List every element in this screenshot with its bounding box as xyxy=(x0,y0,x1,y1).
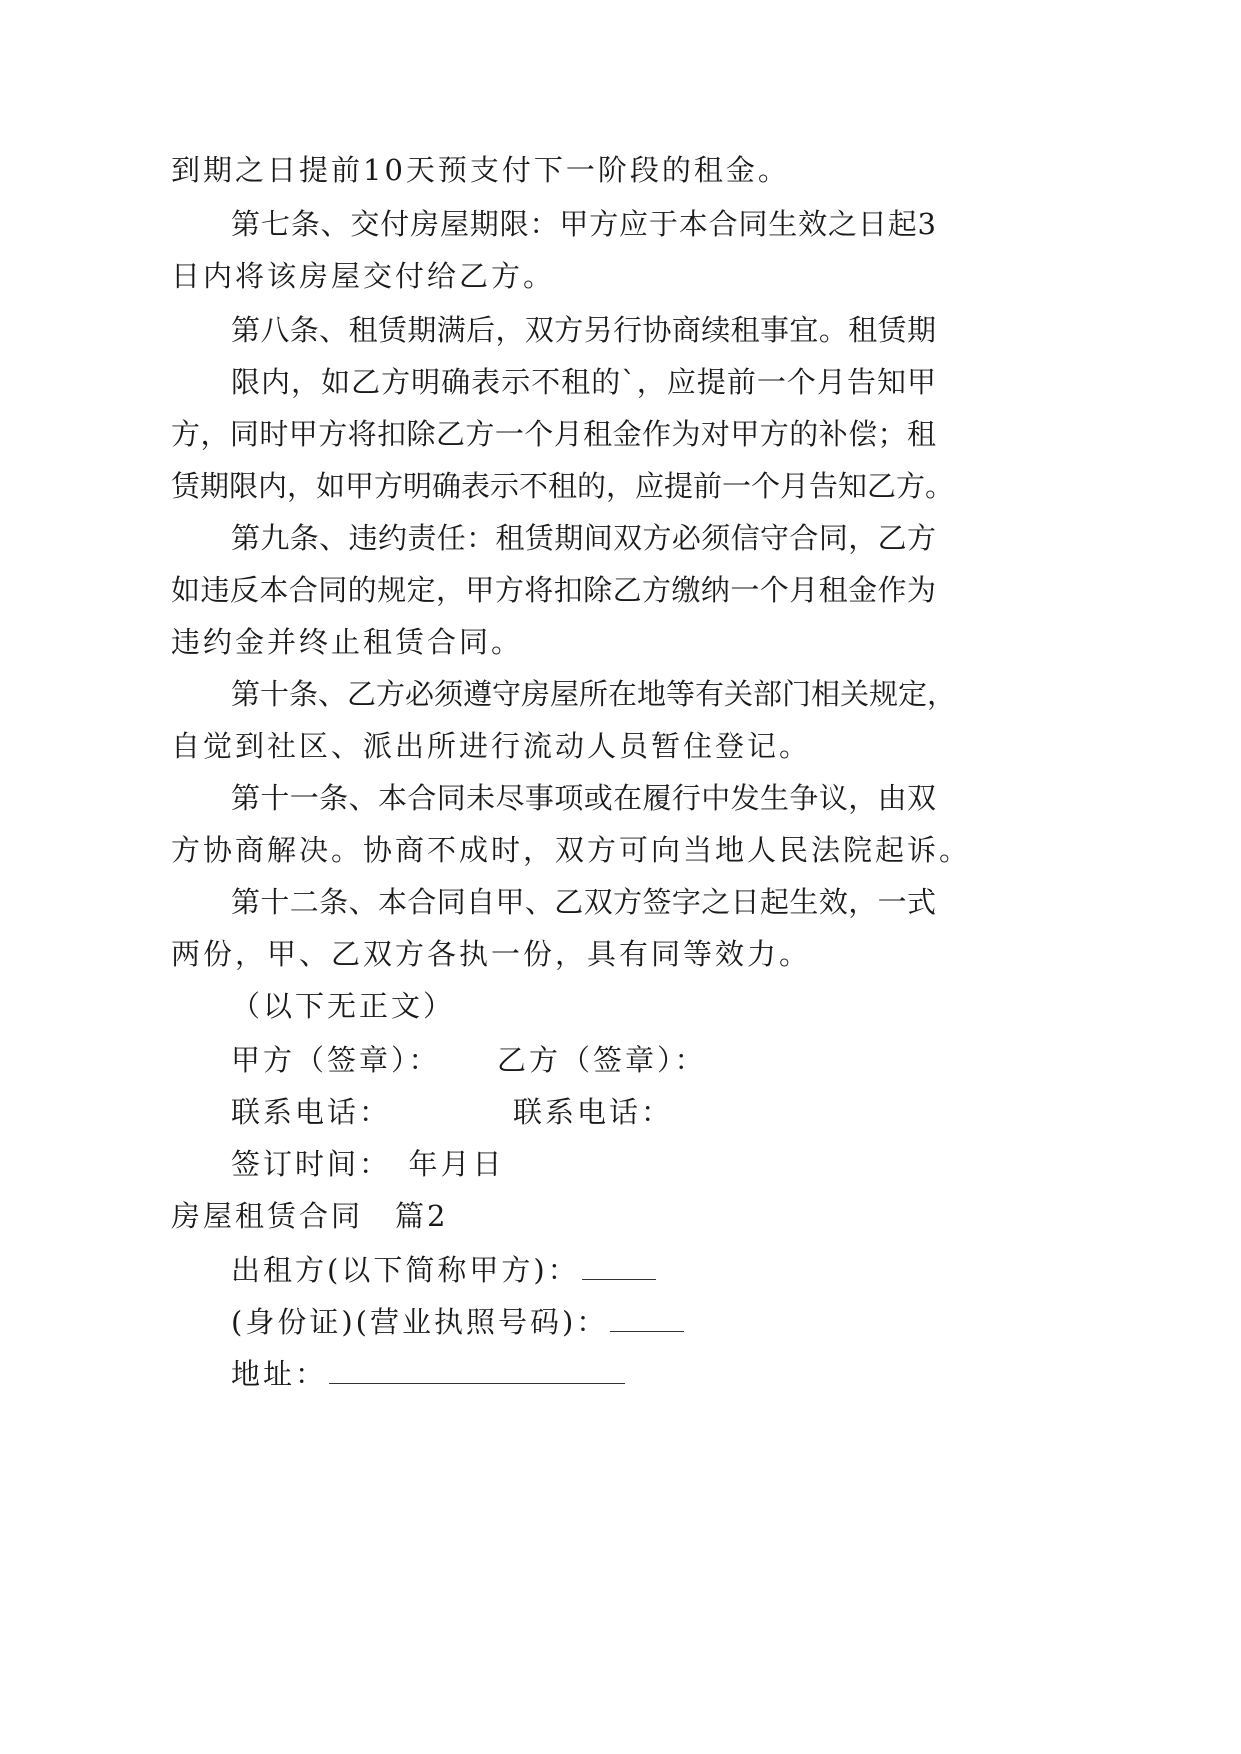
lessor-field xyxy=(231,1250,656,1290)
text-line-13: 第十一条、本合同未尽事项或在履行中发生争议，由双 xyxy=(231,781,936,815)
address-field xyxy=(231,1354,625,1394)
party-b-phone-label: 联系电话： xyxy=(513,1095,674,1129)
id-field xyxy=(231,1302,684,1342)
party-b-signature-label: 乙方（签章）： xyxy=(497,1043,707,1077)
text-line-2: 第七条、交付房屋期限：甲方应于本合同生效之日起3 xyxy=(231,207,936,241)
sign-date-label: 签订时间： 年月日 xyxy=(231,1147,505,1181)
lessor-label: 出租方(以下简称甲方)： xyxy=(231,1253,580,1287)
text-line-5: 限内，如乙方明确表示不租的`，应提前一个月告知甲 xyxy=(231,365,936,399)
text-line-1: 到期之日提前10天预支付下一阶段的租金。 xyxy=(171,153,790,187)
text-line-3: 日内将该房屋交付给乙方。 xyxy=(171,259,556,293)
lessor-blank xyxy=(582,1253,656,1280)
text-line-12: 自觉到社区、派出所进行流动人员暂住登记。 xyxy=(171,729,812,763)
id-blank xyxy=(610,1305,684,1332)
text-line-6: 方，同时甲方将扣除乙方一个月租金作为对甲方的补偿；租 xyxy=(171,417,936,451)
text-line-15: 第十二条、本合同自甲、乙双方签字之日起生效，一式 xyxy=(231,885,936,919)
text-line-11: 第十条、乙方必须遵守房屋所在地等有关部门相关规定， xyxy=(231,677,957,711)
address-blank xyxy=(329,1357,625,1384)
id-label: (身份证)(营业执照号码)： xyxy=(231,1305,609,1339)
text-line-8: 第九条、违约责任：租赁期间双方必须信守合同，乙方 xyxy=(231,521,936,555)
text-line-4: 第八条、租赁期满后，双方另行协商续租事宜。租赁期 xyxy=(231,313,936,347)
text-line-7: 赁期限内，如甲方明确表示不租的，应提前一个月告知乙方。 xyxy=(171,469,955,503)
address-label: 地址： xyxy=(231,1357,328,1391)
section-title: 房屋租赁合同 篇2 xyxy=(171,1199,449,1233)
text-line-14: 方协商解决。协商不成时，双方可向当地人民法院起诉。 xyxy=(171,833,972,867)
text-line-16: 两份，甲、乙双方各执一份，具有同等效力。 xyxy=(171,937,812,971)
text-line-17: （以下无正文） xyxy=(231,989,456,1023)
party-a-phone-label: 联系电话： xyxy=(231,1095,392,1129)
text-line-10: 违约金并终止租赁合同。 xyxy=(171,625,524,659)
party-a-signature-label: 甲方（签章）： xyxy=(231,1043,441,1077)
text-line-9: 如违反本合同的规定，甲方将扣除乙方缴纳一个月租金作为 xyxy=(171,573,936,607)
